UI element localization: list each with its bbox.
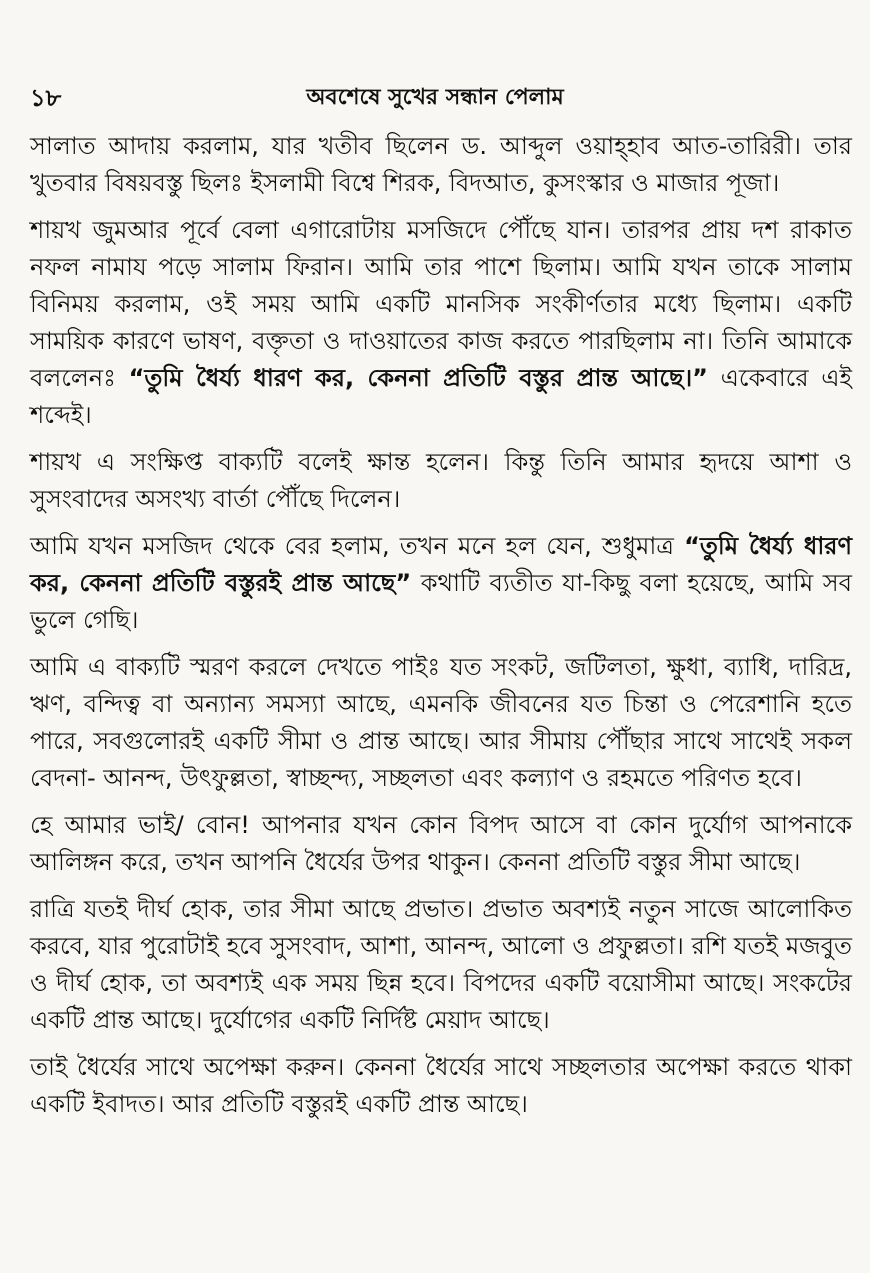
- paragraph-4-text-after: কথাটি ব্যতীত যা-কিছু বলা হয়েছে, আমি সব ভুলে গেছি।: [30, 569, 852, 634]
- paragraph-5-text: আমি এ বাক্যটি স্মরণ করলে দেখতে পাইঃ যত সংকট, জটিলতা, ক্ষুধা, ব্যাধি, দারিদ্র, ঋণ, বন্দিত্ব বা অন্যান্য সমস্যা আছে, এমনকি জীবনের যত চিন্তা ও পেরেশানি হতে পারে, সবগুলোরই একটি সীমা ও প্রান্ত আছে। আর সীমায় পৌঁছার সাথে সাথেই সকল বেদনা- আনন্দ, উৎফুল্লতা, স্বাচ্ছন্দ্য, সচ্ছলতা এবং কল্যাণ ও রহমতে পরিণত হবে।: [30, 653, 852, 792]
- paragraph-7-text: রাত্রি যতই দীর্ঘ হোক, তার সীমা আছে প্রভাত। প্রভাত অবশ্যই নতুন সাজে আলোকিত করবে, যার পুরোটাই হবে সুসংবাদ, আশা, আনন্দ, আলো ও প্রফুল্লতা। রশি যতই মজবুত ও দীর্ঘ হোক, তা অবশ্যই এক সময় ছিন্ন হবে। বিপদের একটি বয়োসীমা আছে। সংকটের একটি প্রান্ত আছে। দুর্যোগের একটি নির্দিষ্ট মেয়াদ আছে।: [30, 895, 852, 1034]
- paragraph-2-text-after: একেবারে এই শব্দেই।: [30, 364, 852, 429]
- paragraph-3-text: শায়খ এ সংক্ষিপ্ত বাক্যটি বলেই ক্ষান্ত হলেন। কিন্তু তিনি আমার হৃদয়ে আশা ও সুসংবাদের অসংখ্য বার্তা পৌঁছে দিলেন।: [30, 448, 852, 513]
- body-text: [30, 128, 852, 1133]
- paragraph-2-text-before: শায়খ জুমআর পূর্বে বেলা এগারোটায় মসজিদে পৌঁছে যান। তারপর প্রায় দশ রাকাত নফল নামায পড়ে সালাম ফিরান। আমি তার পাশে ছিলাম। আমি যখন তাকে সালাম বিনিময় করলাম, ওই সময় আমি একটি মানসিক সংকীর্ণতার মধ্যে ছিলাম। একটি সাময়িক কারণে ভাষণ, বক্তৃতা ও দাওয়াতের কাজ করতে পারছিলাম না। তিনি আমাকে বললেনঃ: [30, 216, 852, 392]
- paragraph-6-text: হে আমার ভাই/ বোন! আপনার যখন কোন বিপদ আসে বা কোন দুর্যোগ আপনাকে আলিঙ্গন করে, তখন আপনি ধৈর্যের উপর থাকুন। কেননা প্রতিটি বস্তুর সীমা আছে।: [30, 811, 852, 876]
- running-title: অবশেষে সুখের সন্ধান পেলাম: [306, 85, 564, 110]
- paragraph-3: [30, 444, 852, 518]
- paragraph-8-text: তাই ধৈর্যের সাথে অপেক্ষা করুন। কেননা ধৈর্যের সাথে সচ্ছলতার অপেক্ষা করতে থাকা একটি ইবাদত। আর প্রতিটি বস্তুরই একটি প্রান্ত আছে।: [30, 1053, 852, 1118]
- paragraph-2: [30, 212, 852, 434]
- paragraph-4-quote: “তুমি ধৈর্য্য ধারণ কর, কেননা প্রতিটি বস্তুরই প্রান্ত আছে”: [30, 532, 852, 597]
- paragraph-1: [30, 128, 852, 202]
- paragraph-4: [30, 528, 852, 639]
- page-header: [30, 80, 840, 120]
- paragraph-5: [30, 649, 852, 797]
- paragraph-2-quote: “তুমি ধৈর্য্য ধারণ কর, কেননা প্রতিটি বস্তুর প্রান্ত আছে।”: [128, 364, 708, 392]
- paragraph-4-text-before: আমি যখন মসজিদ থেকে বের হলাম, তখন মনে হল যেন, শুধুমাত্র: [30, 532, 685, 560]
- paragraph-8: [30, 1049, 852, 1123]
- paragraph-7: [30, 891, 852, 1039]
- page-number: ১৮: [30, 84, 62, 112]
- paragraph-1-text: সালাত আদায় করলাম, যার খতীব ছিলেন ড. আব্দুল ওয়াহ্হাব আত-তারিরী। তার খুতবার বিষয়বস্তু ছিলঃ ইসলামী বিশ্বে শিরক, বিদআত, কুসংস্কার ও মাজার পূজা।: [30, 132, 852, 197]
- paragraph-6: [30, 807, 852, 881]
